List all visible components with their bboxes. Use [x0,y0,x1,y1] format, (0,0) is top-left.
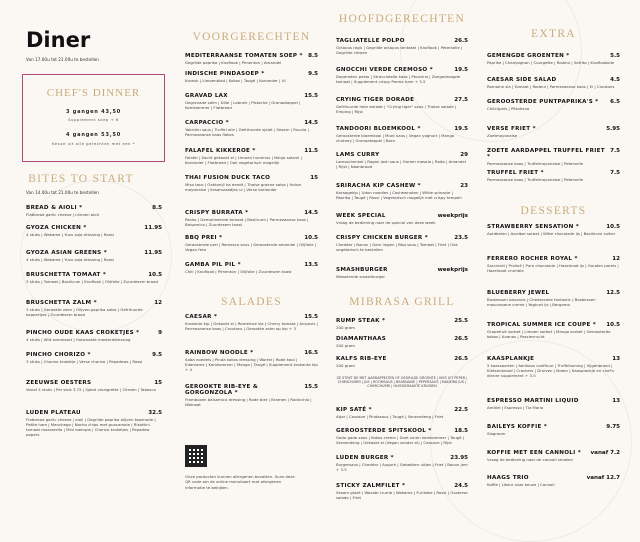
menu-item [336,455,468,472]
voorgerechten-title: VOORGERECHTEN [192,31,311,43]
menu-item-description: Gefrituurde hele dorade | "Crying tiger" saus | Thaise salade | Emping | Rijst [336,103,457,114]
menu-item [336,126,468,143]
menu-item [336,97,468,114]
menu-item-price: 15 [154,380,162,386]
menu-item-price: 8.5 [152,205,162,211]
menu-item-name: DIAMANTHAAS [336,336,387,342]
menu-item-header [487,475,620,481]
menu-item-name: SRIRACHA KIP CASHEW * [336,183,421,189]
menu-item-header [487,126,620,132]
menu-item-name: BBQ PREI * [185,235,223,241]
menu-item-description: 3 stuks | Tomaat | Basilicum | Knoflook | Olijfolie | Zuurdesem brood [26,278,158,284]
menu-item [336,38,468,55]
menu-item-header [185,93,318,99]
menu-item [185,71,318,83]
menu-item-header [185,53,318,59]
menu-item-price: 19.5 [454,126,468,132]
menu-item [185,262,318,274]
menu-item-description: Atjar | Cassave | Pindasaus | Taugé | Seroendeng | Friet [336,413,444,419]
menu-item-price: weekprijs [437,213,468,219]
menu-item-name: CAESAR * [185,314,218,320]
menu-item [185,314,318,331]
menu-item-description: Koffie | Likeur naar keuze | Cannoli [487,481,555,487]
menu-item-description: Amitiel | Espresso | Tia Maria [487,404,544,410]
menu-item-name: PINCHO CHORIZO * [26,352,91,358]
menu-item [185,235,318,252]
menu-item [487,53,620,65]
menu-item-name: TROPICAL SUMMER ICE COUPE * [487,322,597,328]
chefs-dinner-title: CHEF'S DINNER [46,87,141,99]
menu-item-name: GEROOKTE RIB-EYE & GORGONZOLA * [185,384,259,396]
menu-item-header [336,152,468,158]
menu-item-price: 15.5 [304,314,318,320]
menu-item-header [487,148,620,160]
grill-sauce-note: ZE STEKT DE MET AARDAPPELTEN OF GEGRILDE GROENTE | KIES UIT PEPER | CHIMICHURRI | JUS | ROOMSAUS | BEARNAISE | PEPERSAUS | MADEIRA JUS | CHIMICHURRI | HUISGEMAAKTE KRUIDEN [336,375,468,389]
menu-item [185,120,318,137]
menu-item-description: Bosbessen bavarois | Cheesecake fantastic | Bosbessen mascarpone creme | Yoghurt ijs | Bergamo [487,296,596,307]
menu-item-name: GEROOSTERDE SPITSKOOL * [336,428,432,434]
menu-item-header [336,235,468,241]
menu-item-header [336,38,468,44]
page-title: Diner [26,28,91,52]
menu-item [185,210,318,227]
menu-item-header [336,336,468,342]
menu-item-header [26,250,162,256]
menu-item-name: GYOZA ASIAN GREENS * [26,250,107,256]
menu-item [336,235,468,252]
menu-item [185,175,318,192]
menu-item-description: 4 stuks | Wilt ovenkaart | Huismaakt mosterddressing [26,336,131,342]
menu-item-header [185,314,318,320]
menu-item-name: LAMS CURRY [336,152,380,158]
menu-item-header [336,318,468,324]
menu-item-description: 3 stuks | Chorizo kroketje | Verse chorizo | Pepadews | Rossi [26,358,143,364]
menu-item-description: Chili | Knoflook | Pimenton | Olijfolie | Zuurdesem toast [185,268,292,274]
menu-item-description: 4 stuks | Wakame | Yuzu soja dressing | Rossi [26,256,114,262]
menu-item [336,407,468,419]
menu-item [487,126,620,138]
menu-item-price: weekprijs [437,267,468,273]
menu-item-price: 15 [310,175,318,181]
menu-item-description: 4 stuks | Wakame | Yuzu soja dressing | Rossi [26,231,114,237]
menu-item-price: 7.5 [610,170,620,176]
menu-item [26,352,162,364]
menu-item-description: Frambozen balsamico dressing | Rode biet | Bramen | Radicchio | Walnoot [185,396,312,407]
menu-item-header [26,225,162,231]
menu-item [26,250,162,262]
menu-item-name: WEEK SPECIAL [336,213,386,219]
page-subtitle: Van 17.00u tot 21.00u te bestellen [26,57,99,62]
menu-item-name: RUMP STEAK * [336,318,386,324]
menu-item-description: Vanaf 4 stuks | Per stuk 3.75 | Sjalot vinaigrette | Citroen | Tabasco [26,386,156,392]
menu-item [185,53,318,65]
menu-item-header [487,256,620,262]
menu-item-header [487,290,620,296]
menu-item-price: 11.95 [144,250,162,256]
menu-item-price: 12.5 [606,290,620,296]
menu-item [26,410,162,437]
menu-item [26,272,162,284]
menu-item-header [185,210,318,216]
menu-item-name: BRUSCHETTA ZALM * [26,300,97,306]
menu-item-description: Parmezaanse kaas | Truffelmayonaise | Peterselie [487,160,584,166]
bites-subtitle: Van 14.00u tot 21.00u te bestellen [26,190,99,195]
menu-item-description: Romaine sla | Tomaat | Rodeui | Parmezaanse kaas | Ei | Croutons [487,83,615,89]
menu-item-name: MEDITERRAANSE TOMATEN SOEP * [185,53,303,59]
grill-title: MIBRASA GRILL [349,296,455,308]
menu-item-header [26,410,162,416]
menu-item-description: Doperwten pesto | Stracciatella kaas | Pecorino | Zongedroogde tomaat | Supplement crispy Parma ham + 3.5 [336,73,461,84]
menu-item-description: Karaagekip | Udon noodles | Cashewnoten | Wilde spinazie | Paprika | Taugé | Rossi | Vegetarisch mogelijk met crispy tempeh [336,189,462,200]
menu-item-name: CRISPY BURRATA * [185,210,249,216]
menu-item [487,256,620,273]
menu-item-description: Sesam glazé | Wasabi crumb | Wakame | Furikake | Rossi | Oosterse salade | Friet [336,489,468,500]
menu-item-name: FERRERO ROCHER ROYAL * [487,256,578,262]
menu-item-price: 6.5 [610,99,620,105]
menu-item [487,224,620,236]
menu-item-price: 9.5 [308,71,318,77]
menu-item-price: 5.95 [606,126,620,132]
menu-item-price: 10.5 [606,224,620,230]
menu-item-price: 14.5 [304,120,318,126]
menu-item [26,330,162,342]
chefs-dinner-box [22,74,165,162]
menu-item-name: KALFS RIB-EYE [336,356,387,362]
menu-item-name: LUDEN BURGER * [336,455,394,461]
menu-item [487,398,620,410]
menu-item-name: GRAVAD LAX [185,93,228,99]
menu-item [487,424,620,436]
menu-item-price: 7.5 [610,148,620,154]
menu-item-description: Yakiniku saus | Truffel olie | Gefrituurde sjalot | Sesam | Rucola | Parmezaanse kaas flakes [185,126,309,137]
menu-item-price: 25.5 [454,318,468,324]
menu-item [336,152,468,169]
menu-item-description: Gegrevade zalm | Dille | Labneh | Pistache | Granaatappel | Komkommer | Flatbread [185,99,301,110]
menu-item-price: vanaf 7.2 [590,450,620,456]
menu-item-price: 8.5 [308,53,318,59]
menu-item-header [487,53,620,59]
menu-item-price: 16.5 [304,350,318,356]
menu-item-description: Miso taco | Oaktonijl ha eendt | Thaise groene salsa | Hoisin mayonaise | Sesamzaadjes ui | Verse koriander [185,181,302,192]
menu-item [185,350,318,372]
menu-item-description: Wisselende smashburger [336,273,385,279]
menu-item-name: CARPACCIO * [185,120,229,126]
menu-item-name: GYOZA CHICKEN * [26,225,87,231]
menu-item-header [26,300,162,306]
menu-item-price: 18.5 [454,428,468,434]
menu-item-description: Gado gado saus | Kokos creme | Zoet zuren komkommer | Taugé | Seroendeng | Gekookt ei (Vegan zonder ei) | Cassave | Rijst [336,434,465,445]
menu-item-price: 32.5 [148,410,162,416]
menu-item-price: 4.5 [610,77,620,83]
menu-item [26,380,162,392]
menu-item-description: Burgersaus | Cheddar | Augurk | Gebakken uitjes | Friet | Bacon jam + 3.5 [336,461,468,472]
menu-item-price: 12 [612,256,620,262]
menu-item-description: Slagroom [487,430,506,436]
menu-item-name: GEMENGDE GROENTEN * [487,53,570,59]
menu-item [185,384,318,407]
menu-item-description: 200 gram [336,324,355,330]
menu-item-header [185,120,318,126]
menu-item-price: 24.5 [454,483,468,489]
menu-item-description: 200 gram [336,362,355,368]
menu-item-name: GNOCCHI VERDE CREMOSO * [336,67,433,73]
menu-item-name: BLUEBERRY JEWEL [487,290,550,296]
menu-item-header [185,262,318,268]
menu-item-price: 26.5 [454,356,468,362]
menu-item-price: 11.5 [304,148,318,154]
menu-item-header [26,272,162,278]
menu-item-description: Flatbread garlic cheese | Limoen aioli [26,211,99,217]
menu-item-name: SMASHBURGER [336,267,388,273]
chefs-dinner-4-gangen: 4 gangen 53,50 [65,132,122,138]
menu-item-name: FALAFEL KIKKEROE * [185,148,256,154]
menu-item [487,475,620,487]
menu-item-description: Krokante kip | Gekookt ei | Romeinse sla | Cherry tomaat | Ansjovis | Parmezaanse kaas | Croutons | Gerookte zalm op kip + 3 [185,320,318,331]
menu-item-price: 15.5 [304,93,318,99]
menu-item-description: Paprika | Champignon | Courgette | Rodeui | Sofrito | Knoflookolie [487,59,615,65]
menu-item-description: Falafel | Zacht gekookt ei | Limoen hummus | Nduja salami | Koriander | Flatbread | Ook vegetarisch mogelijk [185,154,302,165]
menu-item [336,356,468,368]
menu-item [26,205,162,217]
menu-item-price: 9 [158,330,162,336]
menu-item-price: 29 [460,152,468,158]
chefs-dinner-3-gangen: 3 gangen 43,50 [65,109,122,115]
menu-item-name: ZEEUWSE OESTERS [26,380,92,386]
menu-item-name: TRUFFEL FRIET * [487,170,544,176]
menu-item-price: 10.5 [606,322,620,328]
menu-item [487,322,620,339]
menu-item [487,170,620,182]
menu-item-header [336,67,468,73]
menu-item-price: vanaf 12.7 [586,475,620,481]
menu-item-price: 15.5 [304,384,318,390]
menu-item-price: 26.5 [454,38,468,44]
menu-item-price: 10.5 [148,272,162,278]
menu-item-price: 10.5 [304,235,318,241]
menu-item-header [185,350,318,356]
menu-item-description: Lamsschenkel | Rogan josh saus | Garam masala | Raita | Amandel | Rijst | Naanbrood [336,158,466,169]
menu-item-description: 5 kaassoorten | Abrikoos confituur | Truffelhoning | Vijgenbrood | Kletsenbrood | Crackers | Druiven | Noten | Kaasplankje en chef's dinner supplement + 3.5 [487,362,614,378]
menu-item-header [336,356,468,362]
hoofdgerechten-title: HOOFDGERECHTEN [338,13,466,25]
menu-item-name: CRYING TIGER DORADE [336,97,415,103]
menu-item-name: THAI FUSION DUCK TACO [185,175,271,181]
menu-item [336,483,468,500]
menu-item-header [336,407,468,413]
menu-item-price: 13 [612,356,620,362]
menu-item-description: 200 gram [336,342,355,348]
menu-item-header [185,175,318,181]
menu-item-name: STRAWBERRY SENSATION * [487,224,580,230]
menu-item-name: HAAGS TRIO [487,475,529,481]
menu-item [487,450,620,462]
menu-item-description: 3 stuks | Gerookte zalm | Olijven-paprika salsa | Gefrituurde kappertjes | Zuurdesem brood [26,306,143,317]
menu-item [487,148,620,166]
menu-item-description: Panko | Gemarineerde tomaat | Basilicum | Parmezaanse kaas | Balsamico | Zuurdesem toast [185,216,309,227]
menu-item-description: Chilirijpels | Pittahavo [487,105,530,111]
menu-item-description: Parmezaanse kaas | Truffelmayonaise | Peterselie [487,176,584,182]
menu-item-name: CRISPY CHICKEN BURGER * [336,235,428,241]
chefs-dinner-soup-supplement: Supplement soep + 6 [68,117,119,122]
menu-item-price: 5.5 [610,53,620,59]
salades-title: SALADES [221,296,282,308]
menu-item-header [487,77,620,83]
menu-item-price: 13 [612,398,620,404]
desserts-title: DESSERTS [520,205,587,217]
menu-item-name: PINCHO OUDE KAAS CROKETJES * [26,330,140,336]
menu-item-price: 12 [154,300,162,306]
allergen-note: Onze producten kunnen allergenen bevatten. Scan deze QR code om de online menukaart met allergenen informatie te bekijken. [185,474,295,490]
menu-item-price: 22.5 [454,407,468,413]
menu-item-header [336,213,468,219]
menu-item [26,300,162,317]
menu-item-description: Aardbeien | Aardbei sorbet | Witte chocolade ijs | Basilicum suiker [487,230,616,236]
menu-item-header [26,380,162,386]
menu-item-name: BRUSCHETTA TOMAAT * [26,272,107,278]
menu-item-name: ESPRESSO MARTINI LIQUID [487,398,579,404]
menu-item-price: 23.95 [450,455,468,461]
menu-item-price: 23.5 [454,235,468,241]
menu-item-name: KIP SATÉ * [336,407,372,413]
qr-code[interactable] [185,445,207,467]
menu-item-header [185,235,318,241]
menu-item [336,428,468,445]
menu-item-price: 9.5 [152,352,162,358]
menu-item-price: 27.5 [454,97,468,103]
menu-item-header [26,330,162,336]
menu-item-header [487,398,620,404]
menu-item-name: GAMBA PIL PIL * [185,262,241,268]
menu-item-description: Sacciardi | Praliné | Pure chocolade | Hazelnoot ijs | Gouden parels | Hazelnoot crumble [487,262,619,273]
menu-item-description: Vraag de bediening naar de special van deze week [336,219,436,225]
menu-item-description: Kroeuk | Limoenblad | Kokos | Taugé | Koriander | Ui [185,77,286,83]
menu-item-name: LUDEN PLATEAU [26,410,81,416]
menu-item [487,356,620,378]
menu-item-price: 14.5 [304,210,318,216]
menu-item-header [487,224,620,230]
bites-title: BITES TO START [28,173,134,185]
menu-item-header [336,267,468,273]
menu-item-header [336,428,468,434]
menu-item-header [487,99,620,105]
menu-item-header [185,148,318,154]
menu-item-name: TAGLIATELLE POLPO [336,38,405,44]
menu-item-description: Flatbread garlic cheese | aioli | Gegrilde paprika olijven tapenade | Petite ham | Manchego | Nacho chips met guacamole | Risottini tomaat mozzarella | Mini loempia | Chorizo kroketjes | Pepadew papers [26,416,156,438]
menu-item-name: INDISCHE PINDASOEP * [185,71,265,77]
menu-item [336,213,468,225]
menu-item-price: 26.5 [454,336,468,342]
menu-item-name: ZOETE AARDAPPEL TRUFFEL FRIET * [487,148,605,160]
menu-item-header [487,356,620,362]
menu-item-name: GEROOSTERDE PUNTPAPRIKA'S * [487,99,599,105]
menu-item-description: Vraag de bediening naar de cannoli smaken [487,456,573,462]
menu-item-description: Zoetmayonaise [487,132,518,138]
menu-item [26,225,162,237]
menu-item-description: Gegrilde paprika | Knoflook | Pimenton | Amandel [185,59,282,65]
menu-item-name: BAILEYS KOFFIE * [487,424,548,430]
menu-item-name: TANDOORI BLOEMKOOL * [336,126,421,132]
menu-item [487,290,620,307]
menu-item-name: VERSE FRIET * [487,126,536,132]
menu-item-header [185,384,318,396]
menu-item-name: KAASPLANKJE [487,356,535,362]
menu-item [185,148,318,165]
menu-item-description: Cheddar | Bacon | Gem lingen | Bbq saus | Tomaat | Friet | Ook vegetarisch te bestellen [336,241,458,252]
menu-item [185,93,318,110]
menu-item-header [336,183,468,189]
menu-item [336,336,468,348]
menu-item-description: Grapefruit sorbet | Limoen sorbet | Mango sorbet | Geroosterde kokos | Ananas | Passievrucht [487,328,611,339]
menu-item-description: Geroosterde bloemkool | Munt saus | Vegan yoghurt | Mango chutney | Granaatappel | Bara [336,132,455,143]
menu-item-name: CAESAR SIDE SALAD [487,77,557,83]
extra-title: EXTRA [531,28,576,40]
menu-item [336,267,468,279]
menu-item-header [487,322,620,328]
menu-item-description: Soba noedels | Pinda kokos dressing | Wortel | Rode kool | Edamame | Komkommer | Mango | Taugé | Supplement krokante kip + 4 [185,356,318,372]
menu-item-header [336,455,468,461]
menu-item-name: BREAD & AIOLI * [26,205,83,211]
menu-item-name: STICKY ZALMFILET * [336,483,406,489]
menu-item-header [336,483,468,489]
menu-item-price: 9.75 [606,424,620,430]
menu-item [336,318,468,330]
menu-item-header [487,450,620,456]
menu-item-header [26,205,162,211]
menu-item-price: 11.95 [144,225,162,231]
menu-item-description: Geroosterde prei | Romesco saus | Geroosterde amandel | Olijfolie | Vegan feta [185,241,317,252]
menu-item [487,77,620,89]
menu-item-header [336,97,468,103]
menu-item-header [336,126,468,132]
menu-item-name: KOFFIE MET EEN CANNOLI * [487,450,582,456]
menu-item-price: 13.5 [304,262,318,268]
menu-item [336,67,468,84]
menu-item-description: Octopus ragù | Gegrilde octopus tentakel | Knoflook | Peterselie | Gegrilde citroen [336,44,463,55]
menu-item-name: RAINBOW NOODLE * [185,350,254,356]
chefs-dinner-note: Keuze uit alle gerechten met een * [51,141,136,146]
menu-item-header [487,424,620,430]
menu-item-header [185,71,318,77]
menu-item-price: 23 [460,183,468,189]
menu-item-header [26,352,162,358]
menu-item [336,183,468,200]
menu-item [487,99,620,111]
menu-item-header [487,170,620,176]
menu-item-price: 19.5 [454,67,468,73]
